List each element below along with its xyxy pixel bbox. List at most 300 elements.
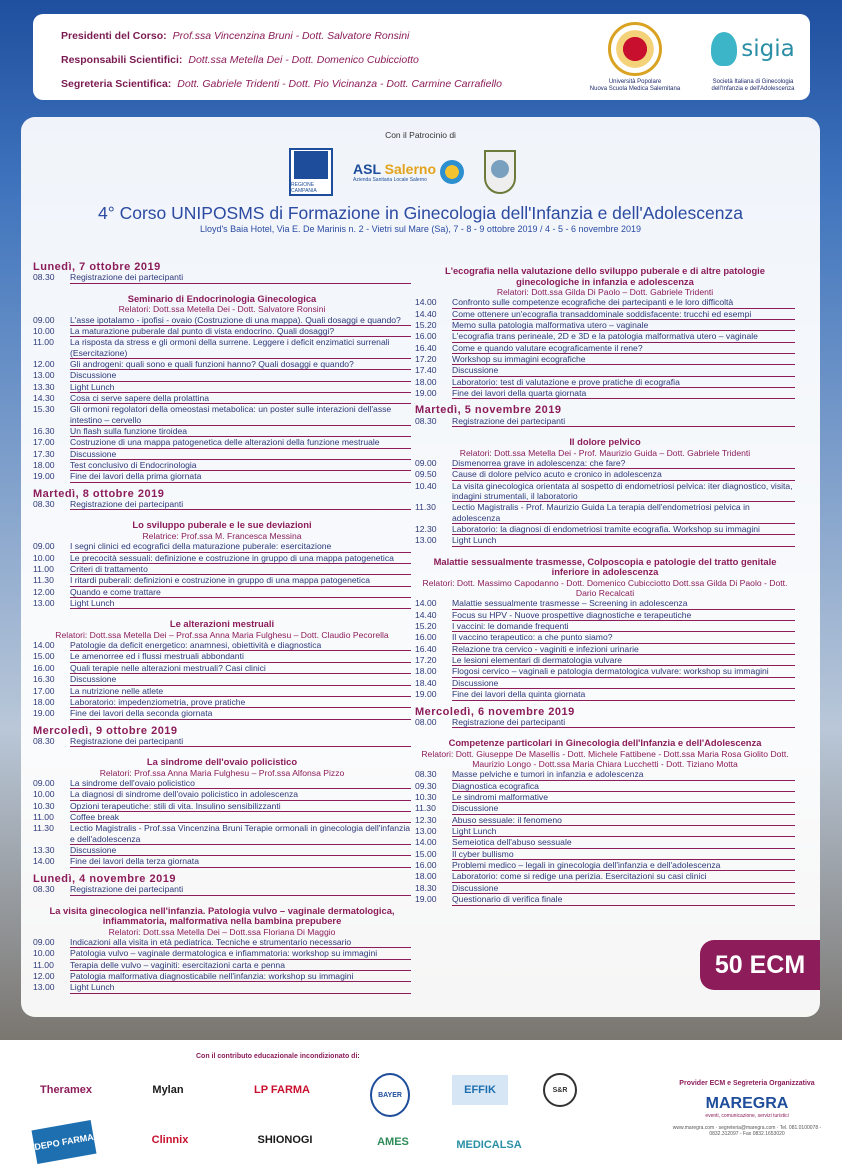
sigia-caption: Società Italiana di Ginecologia dell'Infanzia e dell'Adolescenza (711, 79, 795, 92)
schedule-item (33, 686, 411, 697)
item-time: 11.00 (33, 337, 54, 348)
item-time: 18.00 (33, 460, 55, 470)
item-title: La risposta da stress e gli ormoni della surrene. Leggere i deficit enzimatici surrenali (Esercitazione) (70, 337, 411, 359)
schedule-item (33, 823, 411, 845)
schedule-item (33, 663, 411, 674)
item-title: La nutrizione nelle atlete (70, 686, 411, 697)
item-time: 10.00 (33, 948, 55, 959)
unip-logo (588, 22, 682, 93)
item-time: 13.00 (33, 982, 55, 993)
item-time: 09.00 (33, 314, 55, 325)
schedule-item (415, 320, 795, 331)
schedule-item (33, 575, 411, 586)
item-title: Terapia delle vulvo – vaginiti: esercitazioni carta e penna (70, 960, 411, 971)
schedule-item (33, 697, 411, 708)
item-time: 15.00 (33, 651, 55, 662)
day-heading: Martedì, 8 ottobre 2019 (33, 487, 165, 500)
session-title: Le alterazioni mestruali (169, 618, 275, 630)
item-time: 16.00 (415, 632, 437, 643)
item-title: Test conclusivo di Endocrinologia (70, 460, 411, 471)
item-time: 17.00 (33, 685, 55, 696)
sponsor-logo-effik: EFFIK (452, 1075, 508, 1105)
item-time: 09.00 (33, 778, 55, 789)
item-title: Costruzione di una mappa patogenetica delle alterazioni della funzione mestruale (70, 437, 411, 448)
item-time: 14.40 (415, 308, 437, 319)
schedule-item (33, 382, 411, 393)
schedule-item (33, 971, 411, 982)
schedule-item (33, 449, 411, 460)
item-time: 18.00 (415, 376, 437, 387)
session-speakers: Relatori: Dott.ssa Metella Dei – Dott.ssa Floriana Di Maggio (108, 926, 336, 937)
item-title: Il cyber bullismo (452, 849, 795, 860)
sigia-wordmark: sigia (741, 36, 795, 62)
item-title: Fine dei lavori della quinta giornata (452, 689, 795, 700)
item-time: 08.30 (33, 499, 55, 510)
item-title: Quando e come trattare (70, 587, 411, 598)
schedule-item (415, 644, 795, 655)
item-time: 10.30 (415, 792, 437, 803)
schedule-item (33, 801, 411, 812)
item-title: Indicazioni alla visita in età pediatrica. Tecniche e strumentario necessario (70, 937, 411, 948)
item-time: 18.40 (415, 677, 437, 688)
item-time: 14.00 (415, 297, 437, 308)
item-time: 12.00 (33, 970, 55, 981)
schedule-item (415, 849, 795, 860)
item-title: Questionario di verifica finale (452, 894, 795, 905)
schedule-item (33, 598, 411, 609)
schedule-item (33, 674, 411, 685)
session-title: Il dolore pelvico (569, 436, 641, 448)
item-title: Laboratorio: la diagnosi di endometriosi tramite ecografia. Workshop su immagini (452, 524, 795, 535)
item-time: 09.30 (415, 780, 437, 791)
session-speakers: Relatori: Dott.ssa Metella Dei - Prof. Maurizio Guida – Dott. Gabriele Tridenti (459, 447, 751, 458)
item-time: 16.30 (33, 425, 55, 436)
unip-seal-icon (608, 22, 662, 76)
schedule-item (415, 781, 795, 792)
item-time: 13.00 (415, 826, 437, 837)
item-title: Masse pelviche e tumori in infanzia e adolescenza (452, 769, 795, 780)
program-left-column (33, 256, 411, 994)
item-title: I vaccini: le domande frequenti (452, 621, 795, 632)
item-title: Abuso sessuale: il fenomeno (452, 815, 795, 826)
schedule-item (33, 370, 411, 381)
item-time: 19.00 (415, 894, 437, 905)
item-time: 17.40 (415, 365, 437, 376)
schedule-item (415, 632, 795, 643)
schedule-item (415, 860, 795, 871)
sponsor-logo-theramex: Theramex (40, 1084, 92, 1096)
item-title: Fine dei lavori della seconda giornata (70, 708, 411, 719)
item-time: 11.30 (33, 575, 54, 586)
session-speakers: Relatrice: Prof.ssa M. Francesca Messina (142, 530, 302, 541)
schedule-item (33, 337, 411, 359)
item-time: 08.30 (33, 272, 55, 283)
schedule-item (33, 315, 411, 326)
schedule-item (33, 789, 411, 800)
item-title: Come ottenere un'ecografia transaddominale soddisfacente: trucchi ed esempi (452, 309, 795, 320)
sponsor-logo-medicalsa: MEDICALSA (456, 1139, 522, 1151)
course-location: Lloyd's Baia Hotel, Via E. De Marinis n. 2 - Vietri sul Mare (Sa), 7 - 8 - 9 ottobre 2019 / 4 - 5 - 6 novembre 2019 (199, 224, 642, 234)
session-title: La visita ginecologica nell'infanzia. Patologia vulvo – vaginale dermatologica, infiammatoria, malformativa nella bambina prepubere (49, 904, 395, 926)
schedule-item (415, 365, 795, 376)
item-time: 16.00 (415, 331, 437, 342)
item-title: Registrazione dei partecipanti (70, 736, 411, 747)
item-title: La visita ginecologica orientata al sospetto di endometriosi pelvica: iter diagnostico, visita, indagini strumentali, il laboratorio (452, 481, 795, 503)
item-title: Discussione (70, 449, 411, 460)
item-title: Registrazione dei partecipanti (70, 272, 411, 283)
sponsor-logo-depo-farma: DEPO FARMA (32, 1120, 97, 1164)
item-time: 12.00 (33, 586, 55, 597)
item-time: 17.20 (415, 354, 437, 365)
schedule-item (33, 404, 411, 426)
item-time: 16.40 (415, 643, 437, 654)
schedule-item (415, 388, 795, 399)
day-heading: Martedì, 5 novembre 2019 (415, 404, 562, 417)
schedule-item (415, 354, 795, 365)
item-title: Memo sulla patologia malformativa utero – vaginale (452, 320, 795, 331)
sponsor-logo-mylan: Mylan (152, 1084, 184, 1096)
item-title: Opzioni terapeutiche: stili di vita. Insulino sensibilizzanti (70, 801, 411, 812)
presidents-row: Presidenti del Corso: Prof.ssa Vincenzina Bruni - Dott. Salvatore Ronsini (61, 30, 410, 42)
item-title: Patologia malformativa diagnosticabile nell'infanzia: workshop su immagini (70, 971, 411, 982)
schedule-item (415, 717, 795, 728)
schedule-item (33, 437, 411, 448)
schedule-item (33, 587, 411, 598)
schedule-item (415, 331, 795, 342)
item-time: 14.30 (33, 392, 55, 403)
ecm-badge: 50 ECM (700, 940, 820, 990)
item-title: Le sindromi malformative (452, 792, 795, 803)
item-time: 12.30 (415, 814, 437, 825)
asl-salerno-logo: ASL Salerno Azienda Sanitaria Locale Salerno (353, 160, 464, 184)
schedule-item (415, 678, 795, 689)
item-title: Focus su HPV - Nuove prospettive diagnostiche e terapeutiche (452, 610, 795, 621)
schedule-item (415, 666, 795, 677)
schedule-item (415, 343, 795, 354)
schedule-item (415, 469, 795, 480)
regione-campania-logo: REGIONE CAMPANIA (289, 148, 333, 196)
item-title: Registrazione dei partecipanti (70, 499, 411, 510)
schedule-item (33, 326, 411, 337)
item-time: 11.00 (33, 563, 54, 574)
day-heading: Mercoledì, 9 ottobre 2019 (33, 724, 178, 737)
item-time: 11.30 (415, 803, 436, 814)
item-title: Light Lunch (452, 535, 795, 546)
schedule-item (415, 655, 795, 666)
schedule-item (33, 471, 411, 482)
sponsor-logo-lp-farma: LP FARMA (253, 1084, 311, 1096)
item-title: Fine dei lavori della quarta giornata (452, 388, 795, 399)
course-title: 4° Corso UNIPOSMS di Formazione in Ginecologia dell'Infanzia e dell'Adolescenza (98, 203, 743, 223)
schedule-item (33, 541, 411, 552)
program-right-column (415, 256, 795, 906)
item-time: 08.30 (33, 735, 55, 746)
item-title: L'asse ipotalamo - ipofisi - ovaio (Costruzione di una mappa). Quali dosaggi e quando? (70, 315, 411, 326)
secretariat-row: Segreteria Scientifica: Dott. Gabriele Tridenti - Dott. Pio Vicinanza - Dott. Carmine Carrafiello (61, 78, 502, 90)
item-title: Quali terapie nelle alterazioni mestruali? Casi clinici (70, 663, 411, 674)
schedule-item (415, 610, 795, 621)
item-time: 11.30 (33, 823, 54, 834)
sigia-logo (703, 22, 803, 93)
item-time: 10.30 (33, 800, 55, 811)
item-title: Lectio Magistralis - Prof. Maurizio Guida La terapia dell'endometriosi pelvica in adolescenza (452, 502, 795, 524)
schedule-item (33, 499, 411, 510)
session-title: La sindrome dell'ovaio policistico (146, 756, 298, 768)
item-title: Laboratorio: test di valutazione e prove pratiche di ecografia (452, 377, 795, 388)
head-profile-icon (711, 32, 737, 66)
item-title: Discussione (452, 678, 795, 689)
session-speakers: Relatori: Prof.ssa Anna Maria Fulghesu – Prof.ssa Alfonsa Pizzo (99, 767, 345, 778)
item-title: La sindrome dell'ovaio policistico (70, 778, 411, 789)
patronage-label: Con il Patrocinio di (385, 130, 456, 140)
item-time: 16.40 (415, 342, 437, 353)
item-title: Coffee break (70, 812, 411, 823)
item-time: 11.00 (33, 959, 54, 970)
item-title: Relazione tra cervico - vaginiti e infezioni urinarie (452, 644, 795, 655)
schedule-item (415, 621, 795, 632)
item-time: 13.00 (33, 597, 55, 608)
item-time: 14.40 (415, 609, 437, 620)
item-time: 13.00 (33, 370, 55, 381)
item-time: 18.00 (33, 696, 55, 707)
schedule-item (415, 871, 795, 882)
schedule-item (415, 689, 795, 700)
vietri-crest-icon (484, 150, 516, 194)
schedule-item (415, 309, 795, 320)
item-title: Discussione (452, 883, 795, 894)
item-time: 19.00 (415, 388, 437, 399)
session-speakers: Relatori: Dott.ssa Metella Dei – Prof.ssa Anna Maria Fulghesu – Dott. Claudio Pecorella (55, 629, 389, 640)
schedule-item (415, 769, 795, 780)
item-time: 19.00 (33, 471, 55, 482)
item-time: 15.30 (33, 404, 55, 415)
unip-caption: Università Popolare Nuova Scuola Medica Salernitana (589, 79, 681, 92)
schedule-item (415, 803, 795, 814)
item-title: La diagnosi di sindrome dell'ovaio policistico in adolescenza (70, 789, 411, 800)
item-title: Cause di dolore pelvico acuto e cronico in adolescenza (452, 469, 795, 480)
item-title: I ritardi puberali: definizioni e costruzione in gruppo di una mappa patogenetica (70, 575, 411, 586)
sponsor-logo-clinnix: Clinnix (151, 1134, 189, 1146)
schedule-item (415, 598, 795, 609)
campania-shield-icon (294, 151, 328, 179)
item-title: Discussione (452, 365, 795, 376)
item-time: 12.30 (415, 524, 437, 535)
item-title: I segni clinici ed ecografici della maturazione puberale: esercitazione (70, 541, 411, 552)
item-title: Le precocità sessuali: definizione e costruzione in gruppo di una mappa patogenetica (70, 553, 411, 564)
schedule-item (33, 812, 411, 823)
item-time: 16.00 (415, 860, 437, 871)
item-title: Workshop su immagini ecografiche (452, 354, 795, 365)
session-title: L'ecografia nella valutazione dello sviluppo puberale e di altre patologie ginecologiche in infanzia e adolescenza (444, 265, 765, 287)
item-time: 12.00 (33, 358, 55, 369)
schedule-item (415, 826, 795, 837)
item-title: Malattie sessualmente trasmesse – Screening in adolescenza (452, 598, 795, 609)
item-time: 16.30 (33, 674, 55, 685)
item-title: La maturazione puberale dal punto di vista endocrino. Quali dosaggi? (70, 326, 411, 337)
sponsor-logo-bayer: BAYER (370, 1073, 410, 1117)
item-time: 08.30 (415, 415, 437, 426)
item-title: Discussione (452, 803, 795, 814)
sponsors-label: Con il contributo educazionale incondizionato di: (196, 1053, 360, 1060)
schedule-item (415, 883, 795, 894)
day-heading: Mercoledì, 6 novembre 2019 (415, 705, 575, 718)
item-time: 19.00 (33, 708, 55, 719)
item-title: L'ecografia trans perineale, 2D e 3D e la patologia malformativa utero – vaginale (452, 331, 795, 342)
item-time: 08.00 (415, 716, 437, 727)
schedule-item (33, 272, 411, 283)
schedule-item (33, 359, 411, 370)
item-time: 15.20 (415, 320, 437, 331)
item-title: Fine dei lavori della terza giornata (70, 856, 411, 867)
schedule-item (415, 481, 795, 503)
schedule-item (33, 426, 411, 437)
schedule-item (33, 460, 411, 471)
item-time: 08.30 (33, 884, 55, 895)
scientific-leads-row: Responsabili Scientifici: Dott.ssa Metella Dei - Dott. Domenico Cubicciotto (61, 54, 419, 66)
item-time: 14.00 (33, 640, 55, 651)
schedule-item (33, 736, 411, 747)
sponsor-logo-shionogi: SHIONOGI (257, 1134, 313, 1146)
item-title: Cosa ci serve sapere della prolattina (70, 393, 411, 404)
item-time: 13.30 (33, 845, 55, 856)
item-title: Light Lunch (70, 598, 411, 609)
item-time: 09.00 (33, 541, 55, 552)
schedule-item (33, 708, 411, 719)
item-time: 11.00 (33, 812, 54, 823)
header-panel (33, 14, 810, 100)
item-time: 18.00 (415, 666, 437, 677)
sponsor-logo-ames: AMES (377, 1136, 409, 1148)
item-title: Patologia vulvo – vaginale dermatologica e infiammatoria: workshop su immagini (70, 948, 411, 959)
item-title: Il vaccino terapeutico: a che punto siamo? (452, 632, 795, 643)
schedule-item (33, 856, 411, 867)
item-title: Flogosi cervico – vaginali e patologia dermatologica vulvare: workshop su immagini (452, 666, 795, 677)
provider-contacts: www.maregra.com · segreteria@maregra.com · Tel. 081.0100078 - 0832.312097 - Fax 0832.1653020 (672, 1125, 822, 1137)
item-title: Le amenorree ed i flussi mestruali abbondanti (70, 651, 411, 662)
item-time: 10.40 (415, 480, 437, 491)
item-time: 11.30 (415, 502, 436, 513)
item-title: Problemi medico – legali in ginecologia dell'infanzia e dell'adolescenza (452, 860, 795, 871)
schedule-item (415, 894, 795, 905)
schedule-item (415, 792, 795, 803)
sun-icon (440, 160, 464, 184)
schedule-item (33, 948, 411, 959)
item-time: 15.20 (415, 621, 437, 632)
item-time: 10.00 (33, 325, 55, 336)
item-title: Discussione (70, 674, 411, 685)
item-title: Criteri di trattamento (70, 564, 411, 575)
item-time: 10.00 (33, 552, 55, 563)
session-speakers: Relatori: Dott. Massimo Capodanno - Dott. Domenico Cubicciotto Dott.ssa Gilda Di Paolo - Dott. Dario Recalcati (422, 577, 788, 599)
session-speakers: Relatori: Dott.ssa Metella Dei - Dott. Salvatore Ronsini (118, 304, 326, 315)
item-title: Diagnostica ecografica (452, 781, 795, 792)
schedule-item (415, 535, 795, 546)
session-speakers: Relatori: Dott.ssa Gilda Di Paolo – Dott. Gabriele Tridenti (496, 287, 714, 297)
item-time: 10.00 (33, 789, 55, 800)
item-title: Light Lunch (70, 982, 411, 993)
item-title: Discussione (70, 845, 411, 856)
item-title: Laboratorio: come si redige una perizia. Esercitazioni su casi clinici (452, 871, 795, 882)
schedule-item (415, 502, 795, 524)
session-speakers: Relatori: Dott. Giuseppe De Masellis - Dott. Michele Fattibene - Dott.ssa Maria Rosa Giolito Dott. Maurizio Longo - Dott.ssa Maria Chiara Lucchetti - Dott. Tiziano Motta (421, 748, 789, 770)
session-title: Lo sviluppo puberale e le sue deviazioni (132, 519, 312, 531)
item-time: 14.00 (33, 856, 55, 867)
item-title: Le lesioni elementari di dermatologia vulvare (452, 655, 795, 666)
maregra-logo: MAREGRA (705, 1095, 789, 1112)
item-title: Come e quando valutare ecograficamente il rene? (452, 343, 795, 354)
schedule-item (33, 845, 411, 856)
session-title: Malattie sessualmente trasmesse, Colposcopia e patologie del tratto genitale inferiore in adolescenza (433, 555, 777, 578)
schedule-item (33, 982, 411, 993)
day-heading: Lunedì, 7 ottobre 2019 (33, 261, 161, 273)
day-heading: Lunedì, 4 novembre 2019 (33, 872, 176, 885)
schedule-item (415, 815, 795, 826)
item-time: 14.00 (415, 837, 437, 848)
item-time: 13.30 (33, 381, 55, 392)
item-time: 19.00 (415, 689, 437, 700)
item-title: Registrazione dei partecipanti (452, 416, 795, 427)
schedule-item (33, 553, 411, 564)
item-time: 17.20 (415, 655, 437, 666)
item-title: Gli androgeni: quali sono e quali funzioni hanno? Quali dosaggi e quando? (70, 359, 411, 370)
item-title: Un flash sulla funzione tiroidea (70, 426, 411, 437)
schedule-item (415, 416, 795, 427)
item-time: 08.30 (415, 769, 437, 780)
item-title: Confronto sulle competenze ecografiche dei partecipanti e le loro difficoltà (452, 297, 795, 308)
item-time: 13.00 (415, 535, 437, 546)
schedule-item (33, 564, 411, 575)
item-time: 18.30 (415, 882, 437, 893)
item-title: Registrazione dei partecipanti (452, 717, 795, 728)
item-title: Light Lunch (70, 382, 411, 393)
item-time: 17.00 (33, 437, 55, 448)
item-title: Fine dei lavori della prima giornata (70, 471, 411, 482)
item-title: Registrazione dei partecipanti (70, 884, 411, 895)
item-time: 16.00 (33, 662, 55, 673)
item-title: Gli ormoni regolatori della omeostasi metabolica: un poster sulle interazioni dell'asse intestino – cervello (70, 404, 411, 426)
item-time: 09.00 (33, 936, 55, 947)
item-time: 09.00 (415, 457, 437, 468)
item-time: 09.50 (415, 469, 437, 480)
schedule-item (33, 960, 411, 971)
schedule-item (33, 884, 411, 895)
provider-block: Provider ECM e Segreteria Organizzativa MAREGRA eventi, comunicazione, servizi turistici www.maregra.com · segreteria@maregra.com · Tel. 081.0100078 - 0832.312097 - Fax 0832.1653020 (672, 1080, 822, 1137)
item-title: Laboratorio: impedenziometria, prove pratiche (70, 697, 411, 708)
item-title: Light Lunch (452, 826, 795, 837)
schedule-item (33, 651, 411, 662)
patron-logos (289, 148, 516, 196)
item-title: Lectio Magistralis - Prof.ssa Vincenzina Bruni Terapie ormonali in ginecologia dell'infanzia e dell'adolescenza (70, 823, 411, 844)
schedule-item (33, 937, 411, 948)
item-title: Semeiotica dell'abuso sessuale (452, 837, 795, 848)
item-time: 15.00 (415, 848, 437, 859)
schedule-item (33, 778, 411, 789)
sponsor-logo-s-r: S&R (543, 1073, 577, 1107)
item-time: 18.00 (415, 871, 437, 882)
schedule-item (415, 297, 795, 308)
session-title: Competenze particolari in Ginecologia dell'Infanzia e dell'Adolescenza (448, 737, 762, 749)
item-time: 17.30 (33, 448, 55, 459)
item-title: Patologie da deficit energetico: anamnesi, obiettività e diagnostica (70, 640, 411, 651)
session-title: Seminario di Endocrinologia Ginecologica (127, 292, 317, 304)
item-title: Discussione (70, 370, 411, 381)
schedule-item (415, 837, 795, 848)
schedule-item (415, 524, 795, 535)
schedule-item (33, 640, 411, 651)
item-time: 14.00 (415, 598, 437, 609)
schedule-item (415, 458, 795, 469)
schedule-item (415, 377, 795, 388)
